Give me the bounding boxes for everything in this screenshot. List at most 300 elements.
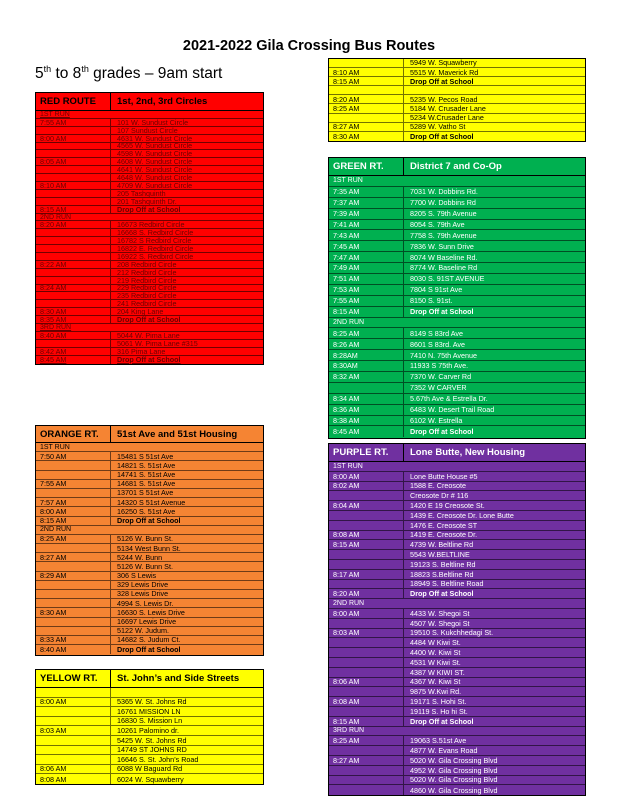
route-stop-row <box>329 717 585 727</box>
route-stop-row <box>36 332 263 340</box>
stop-address: 16646 S. St. John’s Road <box>117 755 199 764</box>
orange-route-header <box>36 426 263 443</box>
stop-time <box>36 245 111 252</box>
stop-address <box>111 526 263 534</box>
stop-address: Drop Off at School <box>117 645 181 655</box>
run-label: 3RD RUN <box>333 727 365 735</box>
yellow-route-table <box>35 669 264 785</box>
stop-address: Drop Off at School <box>117 516 181 525</box>
route-stop-row <box>36 182 263 190</box>
stop-time: 8:42 AM <box>36 348 111 355</box>
stop-time: 8:20 AM <box>329 589 404 598</box>
stop-address: 328 Lewis Drive <box>117 590 169 599</box>
route-stop-row <box>36 300 263 308</box>
route-stop-row <box>329 176 585 187</box>
stop-address: 4367 W. Kiwi St <box>410 677 461 687</box>
red-route-header <box>36 93 263 111</box>
stop-address: 18949 S. Beltline Road <box>410 579 484 589</box>
stop-time <box>329 580 404 589</box>
stop-address: Drop Off at School <box>117 205 181 213</box>
route-stop-row <box>36 348 263 356</box>
stop-address: 16782 S Redbird Circle <box>117 237 192 245</box>
stop-address: 4952 W. Gila Crossing Blvd <box>410 765 498 775</box>
stop-address: 15481 S 51st Ave <box>117 452 174 461</box>
route-stop-row <box>36 774 263 784</box>
stop-time: 8:30 AM <box>36 308 111 315</box>
stop-address: 316 Pima Lane <box>117 347 166 355</box>
stop-address: 329 Lewis Drive <box>117 580 169 589</box>
route-stop-row <box>36 143 263 151</box>
stop-address: 8205 S. 79th Avenue <box>410 209 477 219</box>
route-stop-row <box>329 697 585 707</box>
stop-address: 14821 S. 51st Ave <box>117 461 176 470</box>
stop-time: 8:08 AM <box>329 697 404 706</box>
stop-time <box>329 766 404 775</box>
route-stop-row <box>36 755 263 765</box>
stop-address: 16761 MISSION LN <box>117 707 181 716</box>
stop-time <box>36 618 111 626</box>
route-stop-row <box>36 726 263 736</box>
stop-address: 8149 S 83rd Ave <box>410 328 464 338</box>
stop-time: 8:33 AM <box>36 636 111 644</box>
stop-address: 4400 W. Kiwi St <box>410 648 461 657</box>
stop-time <box>36 581 111 589</box>
route-stop-row <box>329 766 585 776</box>
route-stop-row <box>329 619 585 629</box>
route-stop-row <box>36 158 263 166</box>
route-stop-row <box>329 274 585 285</box>
route-stop-row <box>329 187 585 198</box>
stop-address <box>111 443 263 451</box>
stop-address: Drop Off at School <box>410 77 474 86</box>
route-stop-row <box>329 252 585 263</box>
route-stop-row <box>36 190 263 198</box>
stop-time <box>329 746 404 755</box>
stop-time <box>329 560 404 569</box>
stop-address: 6024 W. Squawberry <box>117 774 184 784</box>
stop-address: 5044 W. Pima Lane <box>117 331 180 339</box>
route-stop-row <box>36 517 263 526</box>
stop-time: 8:03 AM <box>36 726 111 735</box>
stop-address: 107 Sundust Circle <box>117 126 178 134</box>
stop-time <box>36 143 111 150</box>
stop-time <box>36 292 111 299</box>
stop-address: 8774 W. Baseline Rd <box>410 263 478 273</box>
stop-address: 219 Redbird Circle <box>117 276 177 284</box>
stop-address: 204 King Lane <box>117 308 164 316</box>
stop-time: 7:55 AM <box>36 480 111 488</box>
route-stop-row <box>329 785 585 795</box>
stop-address <box>111 214 263 221</box>
route-stop-row <box>36 245 263 253</box>
stop-time: 8:45 AM <box>36 356 111 364</box>
route-name: GREEN RT. <box>329 158 404 175</box>
stop-time <box>36 461 111 469</box>
stop-time: 8:22 AM <box>36 261 111 268</box>
route-stop-row <box>329 383 585 394</box>
stop-address: 5.67th Ave & Estrella Dr. <box>410 394 488 404</box>
stop-address: 205 Tashquinth <box>117 189 166 197</box>
stop-address: 19119 S. Ho hi St. <box>410 706 468 716</box>
stop-time <box>36 707 111 716</box>
stop-time <box>36 190 111 197</box>
stop-time: 7:39 AM <box>329 209 404 219</box>
stop-address: 10261 Palomino dr. <box>117 726 179 735</box>
stop-time <box>36 127 111 134</box>
stop-address: 4994 S. Lewis Dr. <box>117 599 174 608</box>
stop-address <box>404 462 585 471</box>
stop-address: 235 Redbird Circle <box>117 292 177 300</box>
grade-subtitle: 5th to 8th grades – 9am start <box>35 64 223 83</box>
route-stop-row <box>36 489 263 498</box>
stop-address: 11933 S 75th Ave. <box>410 361 469 371</box>
stop-time: 8:20 AM <box>329 95 404 103</box>
stop-time <box>36 755 111 764</box>
stop-time: 8:00 AM <box>36 507 111 515</box>
stop-address: 4531 W Kiwi St. <box>410 657 461 667</box>
route-stop-row <box>36 553 263 562</box>
stop-address: 7352 W CARVER <box>410 383 467 393</box>
stop-time: 8:05 AM <box>36 158 111 165</box>
stop-time <box>329 86 404 94</box>
route-stop-row <box>329 198 585 209</box>
stop-address: 16250 S. 51st Ave <box>117 507 176 516</box>
route-stop-row <box>36 443 263 452</box>
stop-time: 8:20 AM <box>36 221 111 228</box>
route-stop-row <box>329 263 585 274</box>
route-stop-row <box>36 221 263 229</box>
stop-address: 4484 W Kiwi St. <box>410 638 461 648</box>
stop-address: 5122 W. Judum. <box>117 626 169 635</box>
stop-address: 7031 W. Dobbins Rd. <box>410 187 478 197</box>
route-stop-row <box>36 127 263 135</box>
stop-address: Drop Off at School <box>410 427 474 437</box>
stop-time: 8:00 AM <box>329 609 404 618</box>
route-description: 1st, 2nd, 3rd Circles <box>117 96 208 107</box>
stop-time: 8:15 AM <box>329 307 404 317</box>
route-stop-row <box>329 416 585 427</box>
stop-time <box>329 687 404 696</box>
stop-address: 7370 W. Carver Rd <box>410 372 472 382</box>
green-route-table <box>328 157 586 439</box>
stop-time: 7:37 AM <box>329 198 404 208</box>
stop-address: 16922 S. Redbird Circle <box>117 253 194 260</box>
route-stop-row <box>36 562 263 571</box>
route-stop-row <box>329 59 585 68</box>
route-stop-row <box>329 491 585 501</box>
stop-time: 8:10 AM <box>36 182 111 189</box>
stop-time: 7:51 AM <box>329 274 404 284</box>
stop-address: 1439 E. Creosote Dr. Lone Butte <box>410 510 514 520</box>
route-description: St. John’s and Side Streets <box>117 673 240 684</box>
route-stop-row <box>329 482 585 492</box>
route-stop-row <box>329 285 585 296</box>
route-stop-row <box>36 507 263 516</box>
stop-address: Drop Off at School <box>410 589 474 599</box>
run-label: 1ST RUN <box>40 443 70 451</box>
stop-address: 8601 S 83rd. Ave <box>410 339 466 349</box>
route-stop-row <box>36 599 263 608</box>
stop-time <box>329 59 404 67</box>
stop-time: 8:00 AM <box>329 472 404 481</box>
stop-time: 8:25 AM <box>329 104 404 112</box>
stop-time <box>329 648 404 657</box>
route-stop-row <box>329 68 585 77</box>
stop-address: 201 Tashquinth Dr. <box>117 197 177 205</box>
stop-time: 7:57 AM <box>36 498 111 506</box>
stop-address: 16630 S. Lewis Drive <box>117 608 185 617</box>
route-stop-row <box>36 590 263 599</box>
stop-address: 18823 S.Beltline Rd <box>410 569 474 579</box>
stop-time <box>36 471 111 479</box>
stop-time: 8:36 AM <box>329 405 404 415</box>
route-stop-row <box>329 727 585 737</box>
stop-time: 8:06 AM <box>36 765 111 774</box>
route-stop-row <box>329 114 585 123</box>
stop-time <box>329 658 404 667</box>
stop-address: 4631 W. Sundust Circle <box>117 134 193 142</box>
route-stop-row <box>329 580 585 590</box>
route-description: Lone Butte, New Housing <box>410 447 526 458</box>
stop-time <box>329 707 404 716</box>
purple-route-table <box>328 443 586 796</box>
stop-time: 8:17 AM <box>329 570 404 579</box>
run-label: 3RD RUN <box>40 324 72 331</box>
route-stop-row <box>329 230 585 241</box>
stop-time <box>329 383 404 393</box>
stop-time: 8:27 AM <box>329 756 404 765</box>
route-stop-row <box>329 599 585 609</box>
stop-address <box>404 599 585 608</box>
stop-time: 7:50 AM <box>36 452 111 460</box>
stop-address: 4608 W. Sundust Circle <box>117 158 193 166</box>
route-stop-row <box>36 253 263 261</box>
stop-time <box>329 785 404 795</box>
stop-time <box>36 562 111 570</box>
stop-time <box>329 511 404 520</box>
route-stop-row <box>36 535 263 544</box>
stop-time <box>329 668 404 677</box>
page-title: 2021-2022 Gila Crossing Bus Routes <box>182 38 436 54</box>
route-stop-row <box>36 285 263 293</box>
stop-address: 7410 N. 75th Avenue <box>410 350 478 360</box>
stop-address: 14320 S 51st Avenue <box>117 498 186 507</box>
stop-address: 7758 S. 79th Avenue <box>410 230 477 240</box>
stop-time: 8:15 AM <box>36 517 111 525</box>
stop-time: 8:15 AM <box>329 717 404 726</box>
route-stop-row <box>36 119 263 127</box>
route-stop-row <box>329 86 585 95</box>
route-stop-row <box>36 717 263 727</box>
stop-address: Drop Off at School <box>117 355 181 364</box>
route-description: District 7 and Co-Op <box>410 161 502 172</box>
stop-time: 8:28AM <box>329 350 404 360</box>
stop-address <box>404 727 585 736</box>
stop-time: 7:41 AM <box>329 220 404 230</box>
run-label: 2ND RUN <box>333 319 365 327</box>
stop-time <box>36 237 111 244</box>
route-stop-row <box>36 636 263 645</box>
route-name: ORANGE RT. <box>36 426 111 442</box>
stop-time: 7:49 AM <box>329 263 404 273</box>
stop-time: 8:40 AM <box>36 332 111 339</box>
stop-time: 8:03 AM <box>329 629 404 638</box>
stop-address: 4433 W. Shegoi St <box>410 608 470 618</box>
stop-address: 1588 E. Creosote <box>410 481 466 491</box>
route-stop-row <box>329 209 585 220</box>
stop-time <box>36 688 111 697</box>
stop-time: 8:25 AM <box>36 535 111 543</box>
stop-address: 5235 W. Pecos Road <box>410 95 478 104</box>
stop-address: 6088 W Baguard Rd <box>117 764 183 774</box>
stop-address <box>111 688 263 697</box>
route-stop-row <box>329 746 585 756</box>
stop-address <box>404 86 585 94</box>
route-stop-row <box>329 531 585 541</box>
route-stop-row <box>329 328 585 339</box>
stop-address: 8054 S. 79th Ave <box>410 219 465 229</box>
route-stop-row <box>36 166 263 174</box>
stop-address: 1476 E. Creosote ST <box>410 520 478 530</box>
stop-time: 8:30 AM <box>36 608 111 616</box>
stop-time: 8:24 AM <box>36 285 111 292</box>
route-stop-row <box>36 150 263 158</box>
stop-time <box>36 746 111 755</box>
stop-address: 8030 S. 91ST AVENUE <box>410 274 485 284</box>
route-stop-row <box>36 277 263 285</box>
stop-address: 6102 W. Estrella <box>410 415 463 425</box>
stop-time <box>36 174 111 181</box>
stop-address: 5020 W. Gila Crossing Blvd <box>410 755 498 765</box>
stop-address: Drop Off at School <box>117 316 181 324</box>
stop-time: 8:30AM <box>329 361 404 371</box>
route-stop-row <box>36 292 263 300</box>
route-stop-row <box>36 324 263 332</box>
route-stop-row <box>329 241 585 252</box>
stop-time <box>36 736 111 745</box>
route-stop-row <box>36 340 263 348</box>
stop-time <box>36 229 111 236</box>
route-stop-row <box>36 698 263 708</box>
route-stop-row <box>36 111 263 119</box>
route-stop-row <box>329 707 585 717</box>
stop-time <box>36 590 111 598</box>
stop-time <box>329 550 404 559</box>
stop-address: 4877 W. Evans Road <box>410 746 478 755</box>
run-label: 1ST RUN <box>333 462 363 470</box>
route-stop-row <box>329 638 585 648</box>
stop-time: 7:43 AM <box>329 230 404 240</box>
route-stop-row <box>36 452 263 461</box>
route-stop-row <box>329 521 585 531</box>
route-stop-row <box>329 394 585 405</box>
route-stop-row <box>36 645 263 654</box>
stop-time <box>36 269 111 276</box>
stop-time <box>329 114 404 122</box>
stop-time: 7:55 AM <box>329 296 404 306</box>
stop-time: 8:27 AM <box>329 123 404 131</box>
stop-address: 4648 W. Sundust Circle <box>117 174 193 182</box>
route-stop-row <box>329 540 585 550</box>
route-stop-row <box>329 462 585 472</box>
stop-time: 8:15 AM <box>36 206 111 213</box>
stop-time <box>36 717 111 726</box>
route-stop-row <box>329 756 585 766</box>
stop-address: 5289 W. Vatho St <box>410 122 466 131</box>
stop-address: 13701 S 51st Ave <box>117 488 174 498</box>
stop-time: 8:08 AM <box>329 531 404 540</box>
stop-address: 4739 W. Beltline Rd <box>410 540 474 550</box>
route-stop-row <box>329 511 585 521</box>
stop-time: 8:04 AM <box>329 501 404 510</box>
stop-address: 1419 E. Creosote Dr. <box>410 530 478 540</box>
run-label: 1ST RUN <box>40 110 70 118</box>
stop-time: 8:00 AM <box>36 135 111 142</box>
route-stop-row <box>329 570 585 580</box>
stop-time: 7:47 AM <box>329 252 404 262</box>
route-name: PURPLE RT. <box>329 444 404 461</box>
route-stop-row <box>36 608 263 617</box>
yellow-route-header <box>36 670 263 688</box>
route-stop-row <box>329 501 585 511</box>
stop-time: 8:02 AM <box>329 482 404 491</box>
route-stop-row <box>36 461 263 470</box>
stop-address <box>111 111 263 118</box>
stop-time <box>36 489 111 497</box>
stop-time: 8:38 AM <box>329 416 404 426</box>
route-description: 51st Ave and 51st Housing <box>117 428 238 440</box>
route-stop-row <box>36 618 263 627</box>
route-stop-row <box>36 135 263 143</box>
stop-time: 8:15 AM <box>329 540 404 549</box>
stop-address: 16673 Redbird Circle <box>117 221 185 229</box>
route-name: RED ROUTE <box>36 93 111 110</box>
route-stop-row <box>36 214 263 222</box>
stop-time <box>36 544 111 552</box>
stop-address: 101 W. Sundust Circle <box>117 118 189 126</box>
stop-time <box>36 198 111 205</box>
stop-time: 8:15 AM <box>329 77 404 85</box>
route-stop-row <box>36 308 263 316</box>
stop-address: 8150 S. 91st. <box>410 296 453 306</box>
run-label: 2ND RUN <box>333 600 365 608</box>
route-stop-row <box>329 589 585 599</box>
stop-address: 19171 S. Hohi St. <box>410 697 467 706</box>
route-stop-row <box>329 560 585 570</box>
route-stop-row <box>329 687 585 697</box>
stop-address: 5020 W. Gila Crossing Blvd <box>410 775 498 785</box>
route-stop-row <box>36 736 263 746</box>
route-stop-row <box>36 174 263 182</box>
stop-address: 4507 W. Shegoi St <box>410 618 470 628</box>
stop-address: 5061 W. Pima Lane #315 <box>117 339 198 347</box>
stop-time: 8:40 AM <box>36 645 111 654</box>
stop-time: 7:55 AM <box>36 119 111 126</box>
stop-address: 4598 W. Sundust Circle <box>117 150 193 158</box>
route-stop-row <box>36 316 263 324</box>
stop-address: 8074 W Baseline Rd. <box>410 252 478 262</box>
route-stop-row <box>329 405 585 416</box>
route-stop-row <box>329 426 585 437</box>
route-stop-row <box>329 220 585 231</box>
stop-time <box>36 340 111 347</box>
stop-address: 16830 S. Mission Ln <box>117 716 183 726</box>
route-stop-row <box>36 269 263 277</box>
red-route-table <box>35 92 264 365</box>
route-stop-row <box>329 339 585 350</box>
stop-address: 241 Redbird Circle <box>117 300 177 308</box>
route-stop-row <box>329 776 585 786</box>
